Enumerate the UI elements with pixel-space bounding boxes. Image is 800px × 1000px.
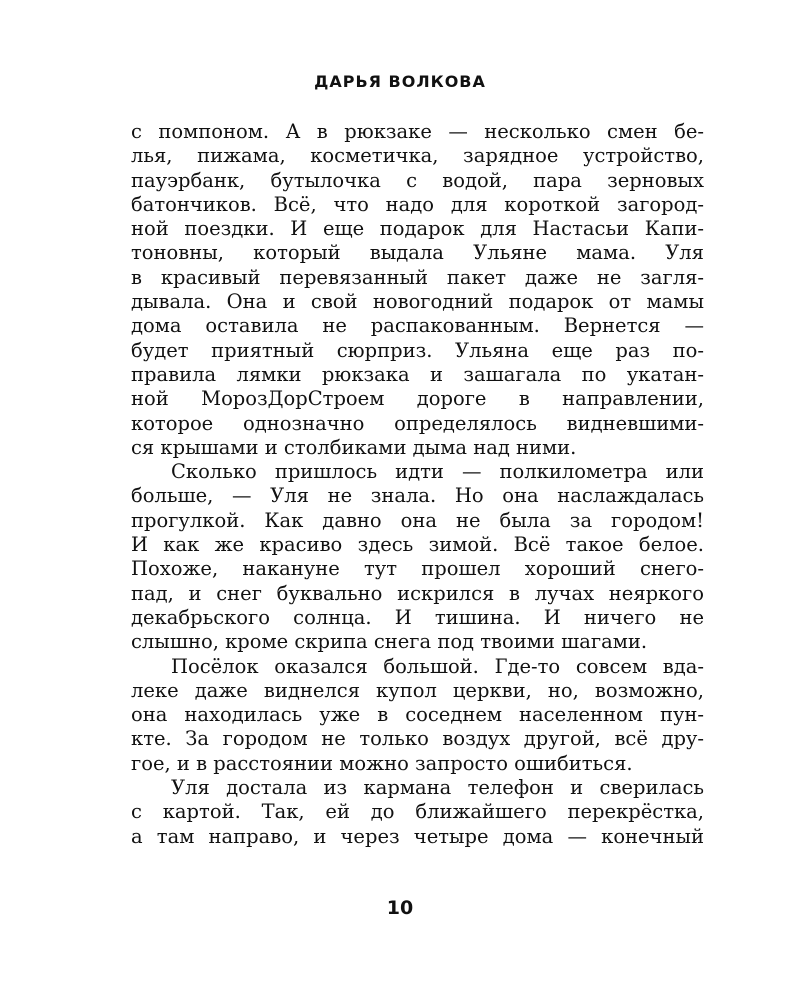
- text-line: с помпоном. А в рюкзаке — несколько смен бе-: [131, 120, 704, 143]
- text-line: декабрьского солнца. И тишина. И ничего не: [131, 605, 704, 629]
- text-line: пад, и снег буквально искрился в лучах неяркого: [131, 581, 704, 605]
- text-line: Сколько пришлось идти — полкилометра или: [171, 460, 704, 484]
- text-line: ной поездки. И еще подарок для Настасьи Капи-: [131, 217, 704, 241]
- text-line: И как же красиво здесь зимой. Всё такое белое.: [131, 533, 704, 557]
- text-line: а там направо, и через четыре дома — конечный: [131, 824, 704, 848]
- paragraph: [131, 655, 704, 776]
- text-line: больше, — Уля не знала. Но она наслаждалась: [131, 484, 704, 508]
- paragraph: [131, 776, 704, 849]
- text-line: дома оставила не распакованным. Вернется —: [131, 314, 704, 338]
- paragraph: [131, 460, 704, 654]
- page-number: 10: [386, 897, 414, 919]
- text-line: которое однозначно определялось видневшими-: [131, 411, 704, 435]
- text-line: будет приятный сюрприз. Ульяна еще раз по-: [131, 338, 704, 362]
- text-line: она находилась уже в соседнем населенном пун-: [131, 703, 704, 727]
- paragraph: [131, 120, 704, 460]
- text-line: батончиков. Всё, что надо для короткой загород-: [131, 192, 704, 216]
- text-line: пауэрбанк, бутылочка с водой, пара зерновых: [131, 168, 704, 192]
- text-line: Уля достала из кармана телефон и сверилась: [171, 776, 704, 800]
- text-line: гое, и в расстоянии можно запросто ошибиться.: [131, 751, 633, 775]
- body-text: [131, 120, 704, 849]
- text-line: слышно, кроме скрипа снега под твоими шагами.: [131, 630, 648, 654]
- text-line: Похоже, накануне тут прошел хороший снего-: [131, 557, 704, 581]
- text-line: с картой. Так, ей до ближайшего перекрёстка,: [131, 800, 704, 824]
- running-head: ДАРЬЯ ВОЛКОВА: [314, 72, 486, 91]
- text-line: правила лямки рюкзака и зашагала по укатан-: [131, 362, 704, 386]
- text-line: Посёлок оказался большой. Где-то совсем вда-: [171, 654, 704, 678]
- text-line: прогулкой. Как давно она не была за городом!: [131, 508, 704, 532]
- text-line: ной МорозДорСтроем дороге в направлении,: [131, 387, 704, 411]
- text-line: ся крышами и столбиками дыма над ними.: [131, 435, 577, 459]
- text-line: лья, пижама, косметичка, зарядное устройство,: [131, 144, 704, 168]
- text-line: кте. За городом не только воздух другой, всё дру-: [131, 727, 704, 751]
- text-line: в красивый перевязанный пакет даже не загля-: [131, 265, 704, 289]
- text-line: дывала. Она и свой новогодний подарок от мамы: [131, 290, 704, 314]
- text-line: тоновны, который выдала Ульяне мама. Уля: [131, 241, 704, 265]
- text-line: леке даже виднелся купол церкви, но, возможно,: [131, 678, 704, 702]
